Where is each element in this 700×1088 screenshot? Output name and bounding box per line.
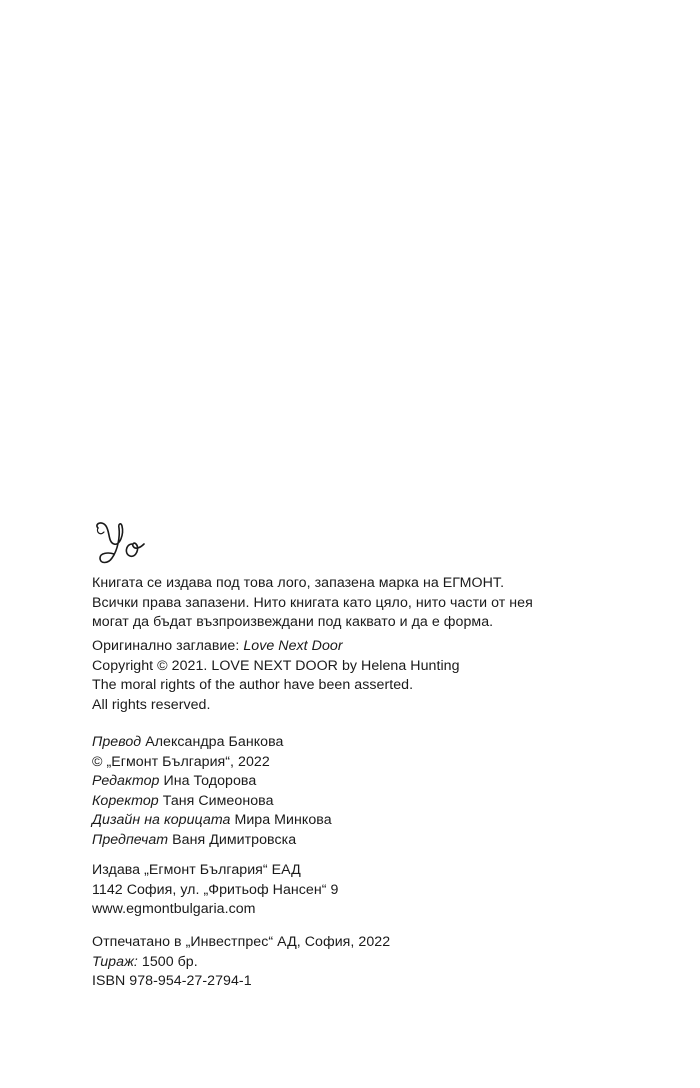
yo-monogram-logo-icon xyxy=(92,520,152,566)
printed-line: Отпечатано в „Инвестпрес“ АД, София, 2022 xyxy=(92,934,391,950)
proofreader-value: Таня Симеонова xyxy=(162,792,274,809)
translation-label: Превод xyxy=(92,734,142,750)
print-run-line xyxy=(92,953,652,973)
print-run-value: 1500 бр. xyxy=(141,953,198,970)
moral-rights-line: The moral rights of the author have been asserted. xyxy=(92,677,414,694)
cover-design-value: Мира Минкова xyxy=(234,812,332,829)
printing-block xyxy=(92,933,652,992)
prepress-label: Предпечат xyxy=(92,831,169,848)
trademark-notice xyxy=(92,574,652,633)
copyright-bg-line: © „Егмонт България“, 2022 xyxy=(92,753,270,770)
original-title-value: Love Next Door xyxy=(243,638,343,654)
editor-value: Ина Тодорова xyxy=(163,773,257,790)
translation-value: Александра Банкова xyxy=(145,734,284,750)
publisher-line: Издава „Егмонт България“ ЕАД xyxy=(92,862,301,878)
isbn-line: ISBN 978-954-27-2794-1 xyxy=(92,973,252,990)
notice-line-3: могат да бъдат възпроизвеждани под каквато и да е форма. xyxy=(92,614,494,631)
publisher-address: 1142 София, ул. „Фритьоф Нансен“ 9 xyxy=(92,881,339,898)
original-title-label: Оригинално заглавие: xyxy=(92,638,240,654)
copyright-line: Copyright © 2021. LOVE NEXT DOOR by Helena Hunting xyxy=(92,657,460,674)
proofreader-label: Коректор xyxy=(92,792,159,809)
publisher-website: www.egmontbulgaria.com xyxy=(92,901,256,918)
cover-design-line xyxy=(92,811,652,831)
editor-label: Редактор xyxy=(92,773,160,790)
original-title-block xyxy=(92,637,652,715)
original-title-line xyxy=(92,637,652,657)
proofreader-line xyxy=(92,792,652,812)
all-rights-line: All rights reserved. xyxy=(92,696,211,713)
prepress-line xyxy=(92,831,652,851)
print-run-label: Тираж: xyxy=(92,953,138,970)
cover-design-label: Дизайн на корицата xyxy=(92,812,231,829)
publisher-block xyxy=(92,861,652,920)
notice-line-1: Книгата се издава под това лого, запазена марка на ЕГМОНТ. xyxy=(92,575,505,591)
editor-line xyxy=(92,772,652,792)
notice-line-2: Всички права запазени. Нито книгата като цяло, нито части от нея xyxy=(92,594,533,611)
translation-line xyxy=(92,733,652,753)
prepress-value: Ваня Димитровска xyxy=(172,831,297,848)
credits-block xyxy=(92,733,652,851)
